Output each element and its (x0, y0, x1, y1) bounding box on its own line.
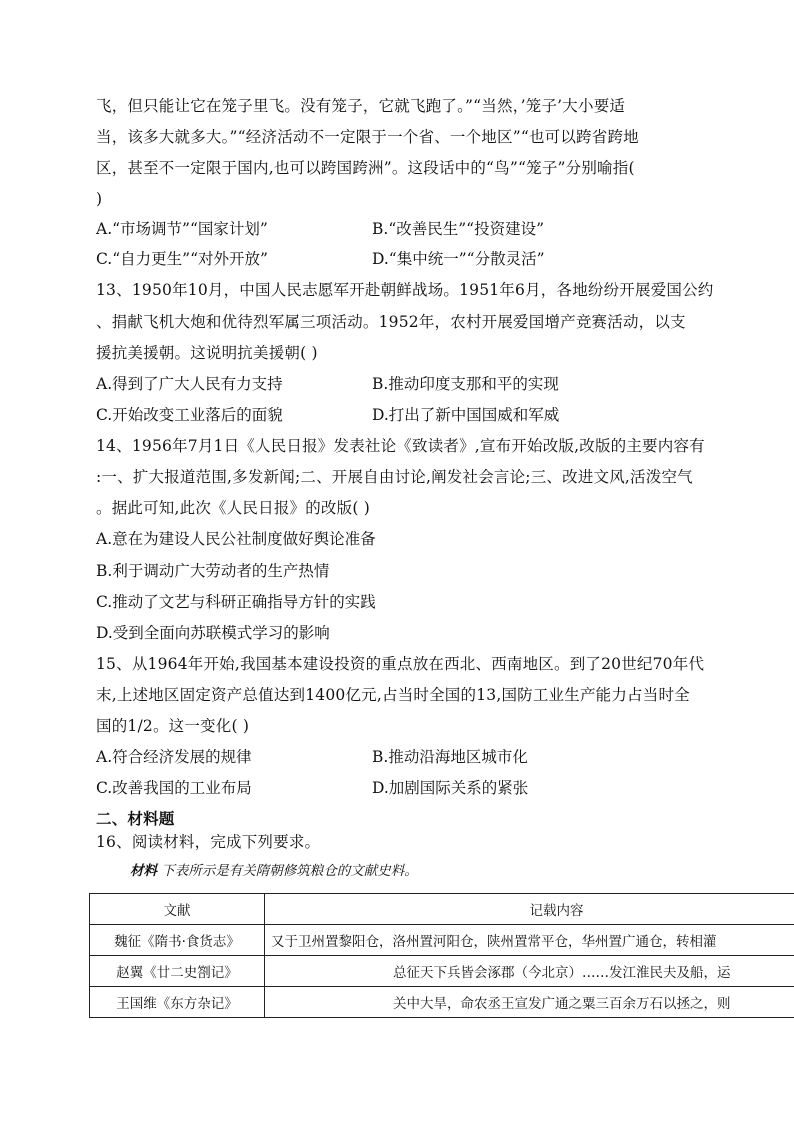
q13-text-line-1: 13、1950年10月，中国人民志愿军开赴朝鲜战场。1951年6月，各地纷纷开展爱国公约 (96, 281, 714, 299)
table-cell-content: 又于卫州置黎阳仓，洛州置河阳仓，陕州置常平仓，华州置广通仓，转相灌 (265, 925, 794, 956)
q16-prompt: 16、阅读材料，完成下列要求。 (96, 833, 321, 851)
q13-option-b: B.推动印度支那和平的实现 (372, 375, 559, 393)
table-header-content: 记载内容 (265, 894, 794, 925)
q14-text-line-3: 。据此可知,此次《人民日报》的改版( ) (96, 499, 370, 517)
q13-option-c: C.开始改变工业落后的面貌 (96, 406, 283, 424)
table-cell-content: 关中大旱，命农丞王宣发广通之粟三百余万石以拯之，则 (265, 987, 794, 1018)
q15-option-b: B.推动沿海地区城市化 (372, 748, 528, 766)
q13-text-line-2: 、捐献飞机大炮和优待烈军属三项活动。1952年，农村开展爱国增产竞赛活动，以支 (96, 313, 686, 331)
table-row (90, 987, 794, 1018)
material-intro-text: 下表所示是有关隋朝修筑粮仓的文献史料。 (161, 863, 418, 879)
q12-option-a: A.“市场调节”“国家计划” (96, 220, 268, 238)
q15-option-a: A.符合经济发展的规律 (96, 748, 252, 766)
q14-option-c: C.推动了文艺与科研正确指导方针的实践 (96, 593, 376, 611)
q15-option-c: C.改善我国的工业布局 (96, 779, 252, 797)
q13-option-d: D.打出了新中国国威和军威 (372, 406, 560, 424)
source-table (89, 893, 794, 1018)
section-heading: 二、材料题 (96, 809, 175, 828)
q12-option-b: B.“改善民生”“投资建设” (372, 220, 545, 238)
q14-option-a: A.意在为建设人民公社制度做好舆论准备 (96, 530, 376, 548)
q15-text-line-1: 15、从1964年开始,我国基本建设投资的重点放在西北、西南地区。到了20世纪70年代 (96, 655, 705, 673)
q12-text-line-3: 区，甚至不一定限于国内,也可以跨国跨洲”。这段话中的“鸟”“笼子”分别喻指( (96, 159, 635, 177)
q15-option-d: D.加剧国际关系的紧张 (372, 779, 529, 797)
table-cell-source: 赵翼《廿二史劄记》 (90, 956, 265, 987)
table-header-row (90, 894, 794, 925)
q15-text-line-2: 末,上述地区固定资产总值达到1400亿元,占当时全国的13,国防工业生产能力占当时全 (96, 686, 690, 704)
table-row (90, 925, 794, 956)
table-cell-source: 魏征《隋书·食货志》 (90, 925, 265, 956)
table-cell-content: 总征天下兵皆会涿郡（今北京）……发江淮民夫及船，运 (265, 956, 794, 987)
q12-text-line-4: ) (96, 190, 103, 208)
table-header-source: 文献 (90, 894, 265, 925)
q12-option-d: D.“集中统一”“分散灵活” (372, 250, 545, 268)
q12-option-c: C.“自力更生”“对外开放” (96, 250, 268, 268)
q12-text-line-1: 飞，但只能让它在笼子里飞。没有笼子，它就飞跑了。”“当然，’笼子’大小要适 (96, 97, 626, 115)
table-cell-source: 王国维《东方杂记》 (90, 987, 265, 1018)
q12-text-line-2: 当，该多大就多大。”“经济活动不一定限于一个省、一个地区”“也可以跨省跨地 (96, 128, 639, 146)
q14-option-b: B.利于调动广大劳动者的生产热情 (96, 562, 330, 580)
q13-option-a: A.得到了广大人民有力支持 (96, 375, 283, 393)
table-row (90, 956, 794, 987)
material-label: 材料 (130, 863, 157, 879)
q14-text-line-1: 14、1956年7月1日《人民日报》发表社论《致读者》,宣布开始改版,改版的主要内容有 (96, 437, 705, 455)
q13-text-line-3: 援抗美援朝。这说明抗美援朝( ) (96, 344, 318, 362)
q14-option-d: D.受到全面向苏联模式学习的影响 (96, 624, 330, 642)
q15-text-line-3: 国的1/2。这一变化( ) (96, 717, 250, 735)
material-intro (130, 862, 418, 880)
q14-text-line-2: :一、扩大报道范围,多发新闻;二、开展自由讨论,阐发社会言论;三、改进文风,活泼空气 (96, 468, 693, 486)
